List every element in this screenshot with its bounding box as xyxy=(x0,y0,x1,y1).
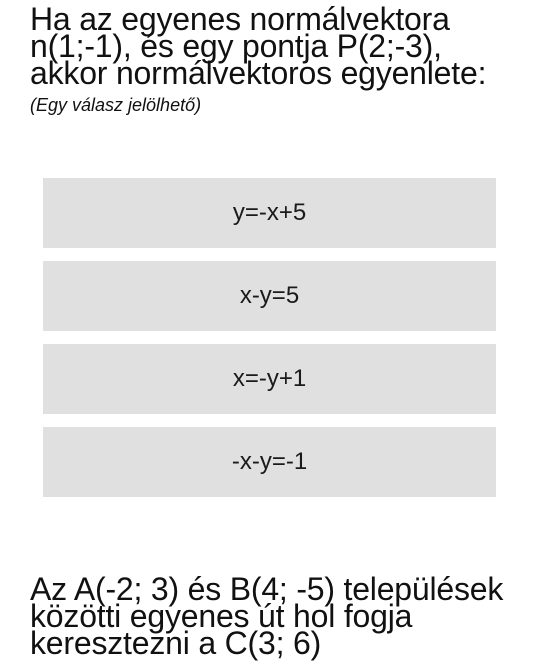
answer-option-label: x-y=5 xyxy=(239,282,300,309)
answer-option-label: -x-y=-1 xyxy=(231,448,308,475)
question-2-text: Az A(-2; 3) és B(4; -5) települések közötti egyenes út hol fogja keresztezni a C(3; 6) xyxy=(30,571,504,661)
question-1-hint: (Egy válasz jelölhető) xyxy=(30,95,202,115)
question-1 xyxy=(30,1,520,119)
answer-option-label: y=-x+5 xyxy=(232,199,307,226)
answer-options xyxy=(43,178,496,510)
answer-option-1[interactable] xyxy=(43,178,496,248)
question-2 xyxy=(30,571,520,661)
answer-option-3[interactable] xyxy=(43,344,496,414)
answer-option-label: x=-y+1 xyxy=(232,365,307,392)
question-1-text xyxy=(30,1,520,119)
question-1-prompt: Ha az egyenes normálvektora n(1;-1), és egy pontja P(2;-3), akkor normálvektoros egyenlete: xyxy=(30,1,487,91)
answer-option-4[interactable] xyxy=(43,427,496,497)
answer-option-2[interactable] xyxy=(43,261,496,331)
